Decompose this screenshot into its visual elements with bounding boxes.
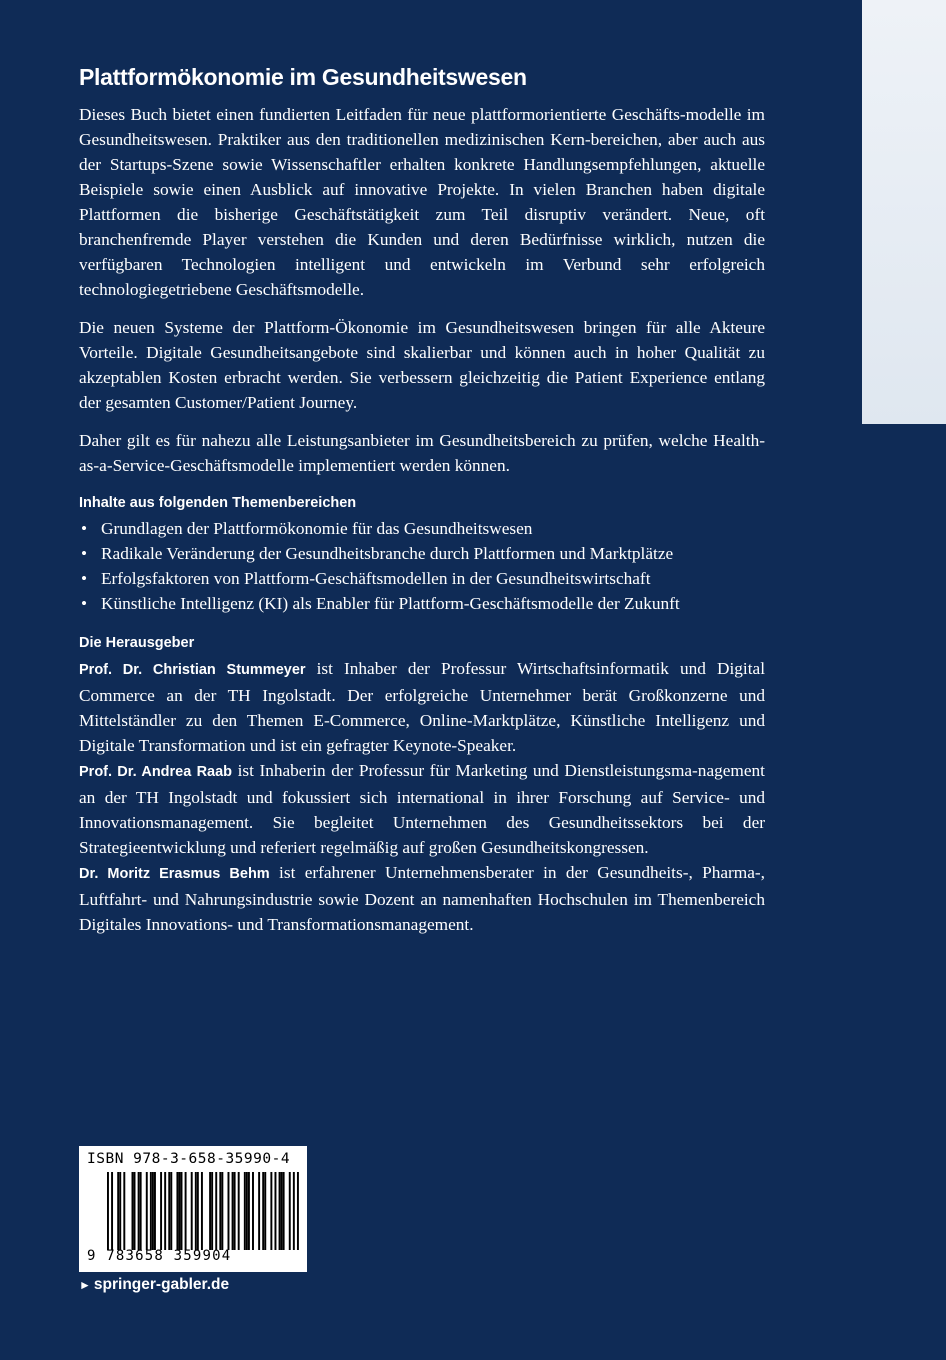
arrow-right-icon: ► bbox=[79, 1278, 91, 1292]
benefits-paragraph: Die neuen Systeme der Plattform-Ökonomie im Gesundheitswesen bringen für alle Akteure Vorteile. Digitale Gesundheitsangebote sind skalierbar und können auch in hoher Qualität zu akzeptablen Kosten erbracht werden. Sie verbessern gleichzeitig die Patient Experience entlang der gesamten Customer/Patient Journey. bbox=[79, 318, 765, 412]
editor-bio-stummeyer: Prof. Dr. Christian Stummeyer ist Inhaber der Professur Wirtschaftsinformatik und Digital Commerce an der TH Ingolstadt. Der erfolgreiche Unternehmer berät Großkonzerne und Mittelständler zu den Themen E-Commerce, Online-Marktplätze, Künstliche Intelligenz und Digitale Transformation und ist ein gefragter Keynote-Speaker. bbox=[79, 659, 766, 755]
list-item: • Grundlagen der Plattformökonomie für das Gesundheitswesen bbox=[79, 516, 765, 541]
barcode-digits: 9 783658 359904 bbox=[87, 1248, 232, 1264]
editors-heading: Die Herausgeber bbox=[79, 635, 195, 651]
bullet-icon: • bbox=[81, 594, 88, 613]
intro-paragraph: Dieses Buch bietet einen fundierten Leitfaden für neue plattformorientierte Geschäfts-modelle im Gesundheitswesen. Praktiker aus den traditionellen medizinischen Kern-bereichen, aber auch aus der Startups-Szene sowie Wissenschaftler erhalten konkrete Handlungsempfehlungen, aktuelle Beispiele sowie einen Ausblick auf innovative Projekte. In vielen Branchen haben digitale Plattformen die bisherige Geschäftstätigkeit zum Teil disruptiv verändert. Neue, oft branchenfremde Player verstehen die Kunden und deren Bedürfnisse wirklich, nutzen die verfügbaren Technologien intelligent und entwickeln im Verbund sehr erfolgreich technologiegetriebene Geschäftsmodelle. bbox=[79, 105, 765, 299]
topics-heading: Inhalte aus folgenden Themenbereichen bbox=[79, 495, 357, 511]
barcode-bars-icon bbox=[107, 1172, 299, 1250]
list-item: • Erfolgsfaktoren von Plattform-Geschäftsmodellen in der Gesundheitswirtschaft bbox=[79, 566, 765, 591]
editor-bio-behm: Dr. Moritz Erasmus Behm ist erfahrener Unternehmensberater in der Gesundheits-, Pharma-, Luftfahrt- und Nahrungsindustrie sowie Dozent an namenhaften Hochschulen im Themenbereich Digitales Innovations- und Transformationsmanagement. bbox=[79, 863, 765, 934]
isbn-label: ISBN 978-3-658-35990-4 bbox=[87, 1151, 291, 1167]
list-item: • Künstliche Intelligenz (KI) als Enabler für Plattform-Geschäftsmodelle der Zukunft bbox=[79, 591, 765, 616]
editor-name: Prof. Dr. Andrea Raab bbox=[79, 764, 233, 780]
list-item: • Radikale Veränderung der Gesundheitsbranche durch Plattformen und Marktplätze bbox=[79, 541, 765, 566]
bullet-icon: • bbox=[81, 569, 88, 588]
editor-name: Dr. Moritz Erasmus Behm bbox=[79, 866, 270, 882]
back-cover-content bbox=[79, 62, 765, 937]
side-panel-decoration bbox=[862, 0, 946, 424]
editor-bio-raab: Prof. Dr. Andrea Raab ist Inhaberin der Professur für Marketing und Dienstleistungsma-nagement an der TH Ingolstadt und fokussiert sich international in ihrer Forschung auf Service- und Innovationsmanagement. Sie begleitet Unternehmen des Gesundheitssektors bei der Strategieentwicklung und referiert regelmäßig auf großen Gesundheitskongressen. bbox=[79, 761, 765, 857]
book-title: Plattformökonomie im Gesundheitswesen bbox=[79, 64, 527, 90]
isbn-barcode bbox=[79, 1146, 307, 1272]
publisher-website-link[interactable]: ► springer-gabler.de bbox=[79, 1276, 230, 1293]
bullet-icon: • bbox=[81, 544, 88, 563]
bullet-icon: • bbox=[81, 519, 88, 538]
editor-name: Prof. Dr. Christian Stummeyer bbox=[79, 662, 306, 678]
topics-list bbox=[79, 516, 765, 616]
conclusion-paragraph: Daher gilt es für nahezu alle Leistungsanbieter im Gesundheitsbereich zu prüfen, welche Health-as-a-Service-Geschäftsmodelle implementiert werden können. bbox=[79, 431, 765, 475]
